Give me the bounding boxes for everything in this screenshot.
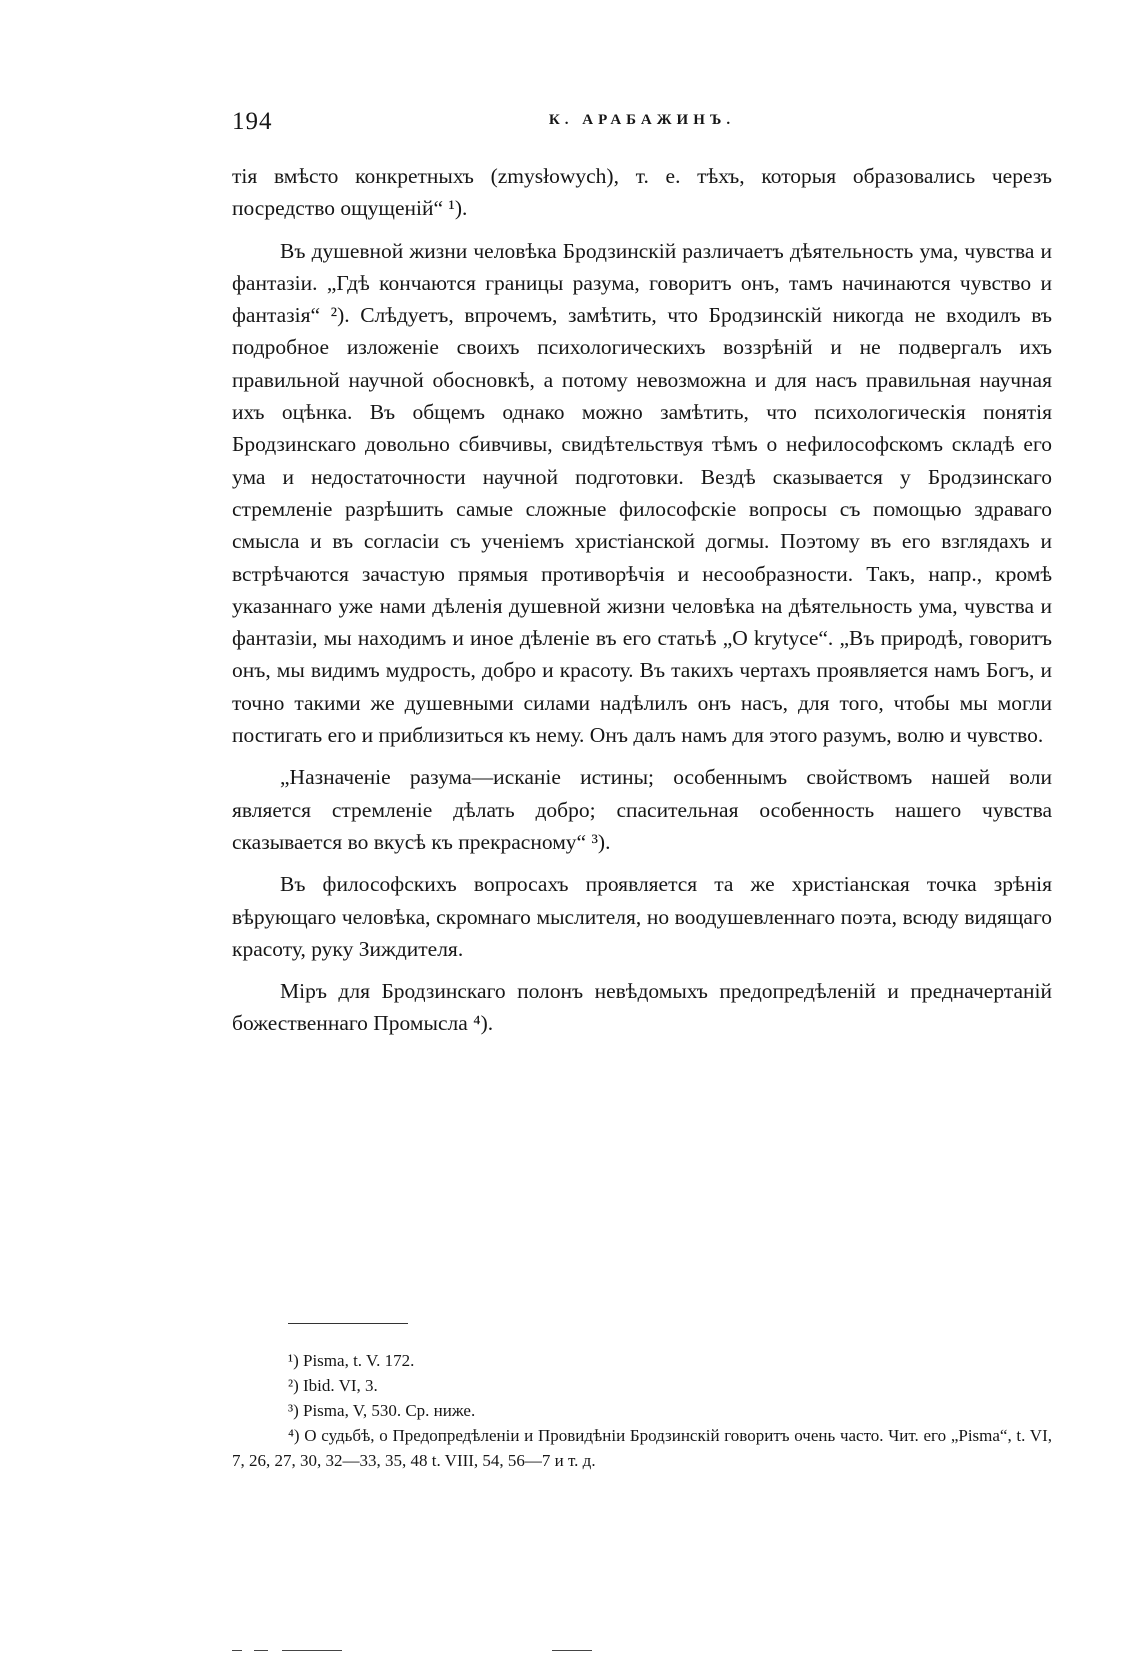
footnote-3: ³) Pisma, V, 530. Ср. ниже. <box>288 1401 476 1420</box>
paragraph-5: Міръ для Бродзинскаго полонъ невѣдомыхъ предопредѣленій и предначертаній божественнаго Промысла ⁴). <box>232 979 1052 1036</box>
print-mark <box>552 1650 592 1651</box>
running-head: К. АРАБАЖИНЪ. <box>548 112 736 128</box>
paragraph-1: тія вмѣсто конкретныхъ (zmysłowych), т. е. тѣхъ, которыя образовались черезъ посредство ощущеній“ ¹). <box>232 164 1052 221</box>
paragraph-2: Въ душевной жизни человѣка Бродзинскій различаетъ дѣятельность ума, чувства и фантазіи. „Гдѣ кончаются границы разума, говоритъ онъ, тамъ начинаются чувство и фантазія“ ²). Слѣдуетъ, впрочемъ, замѣтить, что Бродзинскій никогда не входилъ въ подробное изложеніе своихъ психологическихъ воззрѣній и не подвергалъ ихъ правильной научной обосновкѣ, а потому невозможна и для насъ правильная научная ихъ оцѣнка. Въ общемъ однако можно замѣтить, что психологическія понятія Бродзинскаго довольно сбивчивы, свидѣтельствуя тѣмъ о нефилософскомъ складѣ его ума и недостаточности научной подготовки. Вездѣ сказывается у Бродзинскаго стремленіе разрѣшить самые сложные философскіе вопросы съ помощью здраваго смысла и въ согласіи съ ученіемъ христіанской догмы. Поэтому въ его взглядахъ и встрѣчаются зачастую прямыя противорѣчія и несообразности. Такъ, напр., кромѣ указаннаго уже нами дѣленія душевной жизни человѣка на дѣятельность ума, чувства и фантазіи, мы находимъ и иное дѣленіе въ его статьѣ „O krytyce“. „Въ природѣ, говоритъ онъ, мы видимъ мудрость, добро и красоту. Въ такихъ чертахъ проявляется намъ Богъ, и точно такими же душевными силами надѣлилъ онъ насъ, для того, чтобы мы могли постигать его и приблизиться къ нему. Онъ далъ намъ для этого разумъ, волю и чувство. <box>232 238 1052 748</box>
footnote-2: ²) Ibid. VI, 3. <box>288 1376 378 1395</box>
print-mark <box>282 1650 342 1651</box>
paragraph-4: Въ философскихъ вопросахъ проявляется та же христіанская точка зрѣнія вѣрующаго человѣка, скромнаго мыслителя, но воодушевленнаго поэта, всюду видящаго красоту, руку Зиждителя. <box>232 872 1052 961</box>
body-text <box>232 160 1052 1050</box>
paragraph-3: „Назначеніе разума—исканіе истины; особеннымъ свойствомъ нашей воли является стремленіе дѣлать добро; спасительная особенность нашего чувства сказывается во вкусѣ къ прекрасному“ ³). <box>232 765 1052 854</box>
print-mark <box>254 1650 268 1651</box>
bottom-print-marks <box>232 1650 732 1654</box>
print-mark <box>232 1650 242 1651</box>
footnotes <box>232 1348 1052 1473</box>
page-header <box>232 108 1052 144</box>
footnote-4: ⁴) О судьбѣ, о Предопредѣленіи и Провидѣніи Бродзинскій говоритъ очень часто. Чит. его „Pisma“, t. VI, 7, 26, 27, 30, 32—33, 35, 48 t. VIII, 54, 56—7 и т. д. <box>232 1426 1052 1470</box>
footnote-divider <box>288 1323 408 1324</box>
page-number: 194 <box>232 108 273 135</box>
footnote-1: ¹) Pisma, t. V. 172. <box>288 1351 415 1370</box>
